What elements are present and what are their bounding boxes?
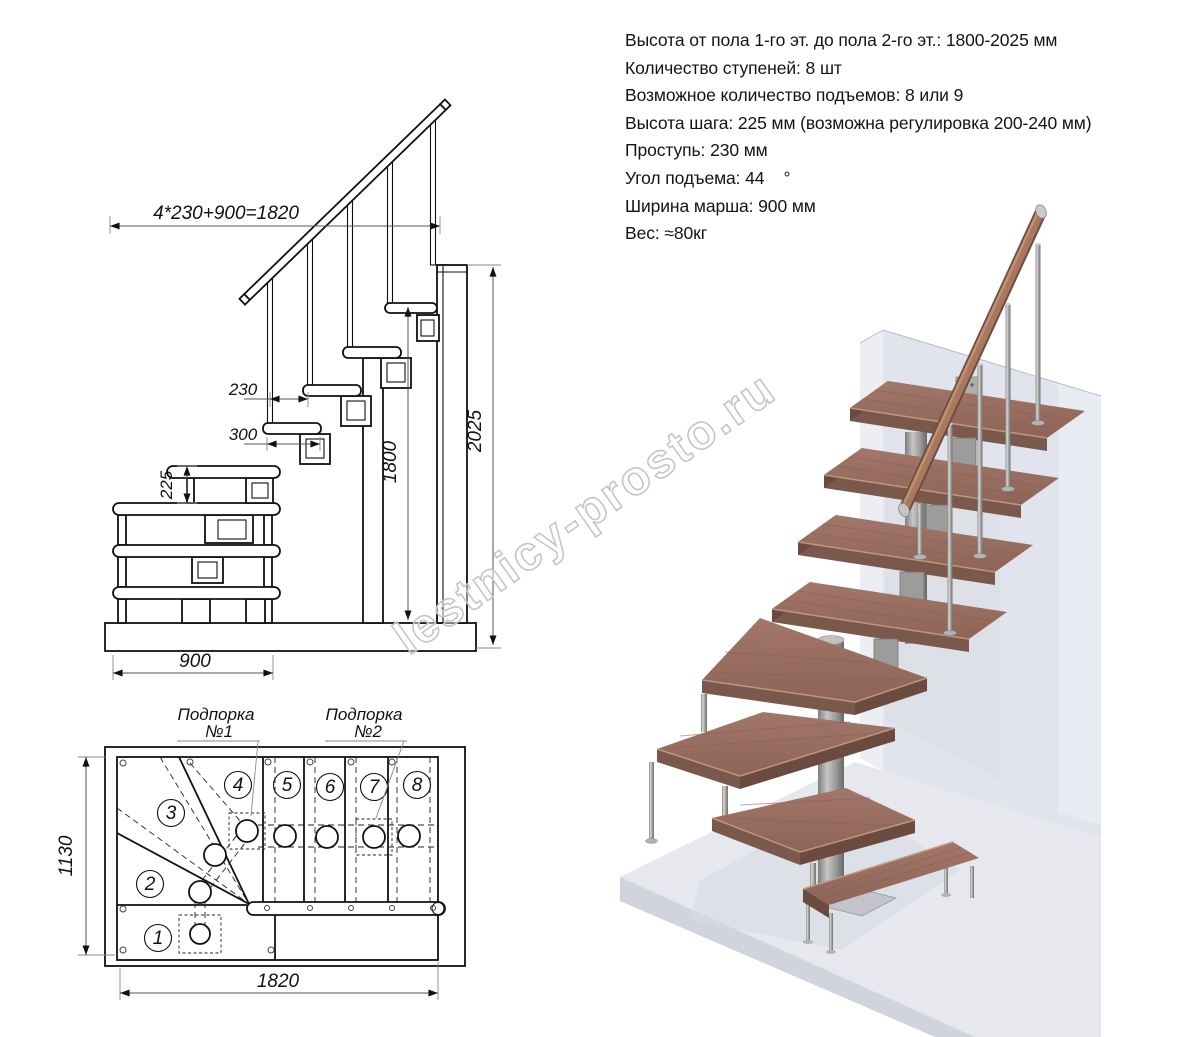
stack-slab (113, 587, 280, 599)
spec-line: Проступь: 230 мм (625, 140, 768, 161)
spec-block (625, 27, 1165, 248)
plan-view (56, 705, 465, 1000)
tread-bracket (417, 315, 439, 341)
dim-rise-label: 225 (157, 470, 176, 500)
spec-line: Количество ступеней: 8 шт (625, 57, 842, 78)
dim-total-label: 4*230+900=1820 (153, 203, 299, 224)
bracket-hole (970, 383, 973, 386)
spec-line: Ширина марша: 900 мм (625, 195, 816, 216)
plan-step-4 (225, 772, 252, 799)
winder-post (810, 863, 816, 887)
tread-side-step7 (343, 347, 401, 358)
support1-label: Подпорка (177, 705, 255, 724)
tread-bracket (246, 478, 273, 503)
baluster-foot (914, 555, 927, 560)
baluster-rod (918, 504, 923, 556)
plan-step-5 (274, 772, 301, 799)
wall-right-light (1058, 383, 1101, 825)
plan-dimensions (56, 757, 438, 1000)
render-3d (620, 203, 1101, 1037)
support1-callout (177, 705, 260, 816)
spec-line: Угол подъема: 44 ° (625, 167, 791, 188)
support2-label: Подпорка (325, 705, 403, 724)
winder-post (649, 762, 654, 840)
winder-post (701, 694, 707, 732)
step-number: 8 (411, 775, 423, 796)
baluster-foot (1002, 487, 1015, 492)
spec-line: Возможное количество подъемов: 8 или 9 (625, 85, 964, 106)
step1-leg (970, 866, 974, 898)
plan-step-3 (158, 800, 185, 827)
baluster-foot (1032, 421, 1045, 426)
baluster-tip (1005, 303, 1010, 305)
dim-tread-label: 230 (228, 380, 258, 399)
step-number: 6 (324, 777, 336, 798)
baluster-rod (948, 424, 953, 632)
winder-stack-side (113, 503, 280, 623)
baluster-tip (977, 363, 982, 365)
tread-side-step5 (263, 423, 321, 434)
winder-post (722, 786, 728, 816)
leg-foot (826, 950, 836, 954)
dim-height-steps-label: 1800 (380, 440, 401, 484)
dim-depth-label: 300 (228, 425, 258, 444)
plan-step-6 (317, 774, 344, 801)
plan-step-1 (145, 925, 172, 952)
spec-line: Вес: ≈80кг (625, 223, 707, 244)
step-number: 1 (152, 928, 164, 949)
step-number: 2 (144, 874, 156, 895)
baluster-rod (1006, 304, 1011, 488)
spec-line: Высота от пола 1-го эт. до пола 2-го эт.: 1800-2025 мм (625, 30, 1058, 50)
stack-slab (113, 545, 280, 557)
baluster-foot (974, 554, 987, 559)
tread-post (187, 478, 194, 503)
step-number: 4 (232, 775, 244, 796)
tread-side-step8 (385, 303, 437, 313)
leg-foot (803, 940, 813, 944)
baluster-rod (1036, 244, 1041, 422)
baluster-rod (978, 364, 983, 555)
stringer-bar (247, 902, 445, 915)
plan-step-2 (137, 871, 164, 898)
spec-line: Высота шага: 225 мм (возможна регулировка 200-240 мм) (625, 112, 1092, 133)
leg-foot (941, 893, 951, 897)
step-number: 3 (165, 803, 177, 824)
tread-side-step4 (167, 466, 280, 478)
step-number: 7 (368, 777, 380, 798)
step-number: 5 (281, 775, 293, 796)
watermark: lestnicy-prosto.ru (384, 363, 784, 666)
support2-number: №2 (354, 722, 382, 741)
dim-height-total-label: 2025 (465, 409, 486, 453)
stack-slab (113, 503, 280, 515)
step1-leg (829, 913, 833, 951)
baluster-foot (944, 631, 957, 636)
plan-step-8 (404, 772, 431, 799)
support1-number: №1 (205, 722, 233, 741)
tread-side-step6 (303, 385, 361, 396)
post-foot (646, 839, 658, 844)
dim-plan-length-label: 1820 (256, 971, 300, 992)
dim-plan-depth-label: 1130 (56, 835, 77, 877)
dim-width-label: 900 (179, 651, 211, 672)
